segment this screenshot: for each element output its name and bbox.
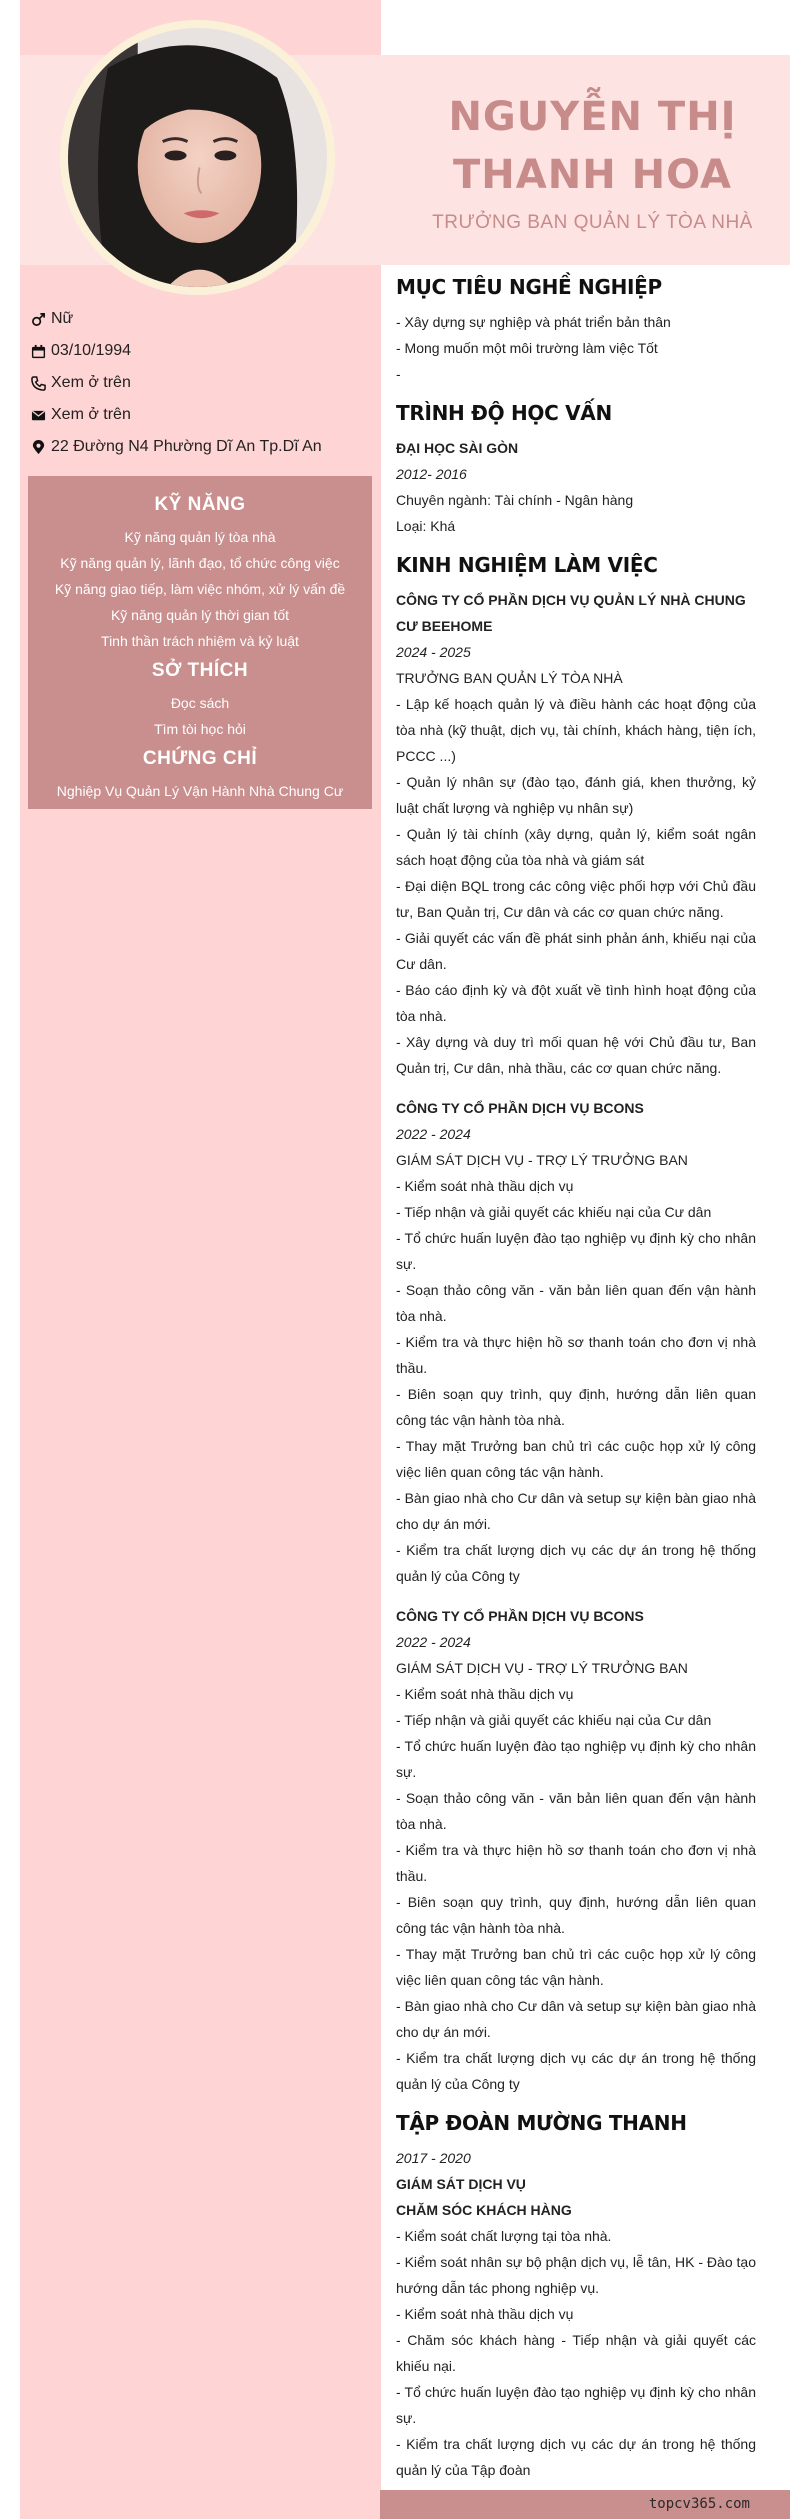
job-position: TRƯỞNG BAN QUẢN LÝ TÒA NHÀ bbox=[396, 670, 623, 686]
experience-title: KINH NGHIỆM LÀM VIỆC bbox=[396, 553, 658, 577]
footer-brand[interactable]: topcv365.com bbox=[648, 2496, 750, 2512]
job-period: 2022 - 2024 bbox=[396, 1634, 471, 1650]
job-duty: - Báo cáo định kỳ và đột xuất về tình hình hoạt động của tòa nhà. bbox=[396, 982, 756, 1024]
education-section bbox=[396, 401, 756, 539]
profile-photo-frame bbox=[60, 20, 335, 295]
hobby-item: Tìm tòi học hỏi bbox=[154, 721, 246, 737]
contact-email bbox=[28, 399, 373, 431]
job-duty: - Bàn giao nhà cho Cư dân và setup sự kiện bàn giao nhà cho dự án mới. bbox=[396, 1490, 756, 1532]
experience-section bbox=[396, 553, 756, 2097]
phone-value: Xem ở trên bbox=[51, 374, 131, 391]
job-duty: - Kiểm soát nhà thầu dịch vụ bbox=[396, 2306, 574, 2322]
calendar-icon bbox=[28, 342, 48, 360]
muong-thanh-title: TẬP ĐOÀN MƯỜNG THANH bbox=[396, 2111, 687, 2135]
contact-list bbox=[28, 303, 373, 463]
skill-item: Kỹ năng quản lý thời gian tốt bbox=[110, 607, 290, 623]
job-duty: - Biên soạn quy trình, quy định, hướng dẫn liên quan công tác vận hành tòa nhà. bbox=[396, 1386, 756, 1428]
skills-panel bbox=[28, 476, 372, 809]
hobby-item: Đọc sách bbox=[170, 695, 230, 711]
contact-dob bbox=[28, 335, 373, 367]
job-entry bbox=[396, 1095, 756, 1589]
job-duty: - Soạn thảo công văn - văn bản liên quan đến vận hành tòa nhà. bbox=[396, 1790, 756, 1832]
certificate-item: Nghiệp Vụ Quản Lý Vận Hành Nhà Chung Cư bbox=[56, 783, 344, 799]
education-title: TRÌNH ĐỘ HỌC VẤN bbox=[396, 401, 612, 425]
job-duty: - Đại diện BQL trong các công việc phối hợp với Chủ đầu tư, Ban Quản trị, Cư dân và các cơ quan chức năng. bbox=[396, 878, 756, 920]
job-duty: - Kiểm soát nhân sự bộ phận dịch vụ, lễ tân, HK - Đào tạo hướng dẫn tác phong nghiệp vụ. bbox=[396, 2254, 756, 2296]
job-title: TRƯỞNG BAN QUẢN LÝ TÒA NHÀ bbox=[432, 212, 753, 233]
job-position: GIÁM SÁT DỊCH VỤ - TRỢ LÝ TRƯỞNG BAN bbox=[396, 1660, 688, 1676]
full-name-line-1: NGUYỄN THỊ bbox=[448, 94, 737, 140]
contact-address bbox=[28, 431, 373, 463]
job-duty: - Kiểm tra chất lượng dịch vụ các dự án trong hệ thống quản lý của Công ty bbox=[396, 1542, 756, 1584]
school-name: ĐẠI HỌC SÀI GÒN bbox=[396, 440, 519, 456]
job-duty: - Quản lý tài chính (xây dựng, quản lý, kiểm soát ngân sách hoạt động của tòa nhà và giám sát bbox=[396, 826, 756, 868]
job-period: 2024 - 2025 bbox=[396, 644, 471, 660]
job-position: GIÁM SÁT DỊCH VỤ - TRỢ LÝ TRƯỞNG BAN bbox=[396, 1152, 688, 1168]
map-pin-icon bbox=[28, 438, 48, 456]
contact-phone bbox=[28, 367, 373, 399]
job-entry bbox=[396, 587, 756, 1081]
job-duty: - Kiểm tra chất lượng dịch vụ các dự án trong hệ thống quản lý của Tập đoàn bbox=[396, 2436, 756, 2478]
job-duty: - Thay mặt Trưởng ban chủ trì các cuộc họp xử lý công việc liên quan công tác vận hành. bbox=[396, 1946, 756, 1988]
objective-line: - Mong muốn một môi trường làm việc Tốt bbox=[396, 340, 658, 356]
profile-photo bbox=[68, 28, 327, 287]
job-duty: - Bàn giao nhà cho Cư dân và setup sự kiện bàn giao nhà cho dự án mới. bbox=[396, 1998, 756, 2040]
job-duty: - Chăm sóc khách hàng - Tiếp nhận và giải quyết các khiếu nại. bbox=[396, 2332, 756, 2374]
address-value: 22 Đường N4 Phường Dĩ An Tp.Dĩ An bbox=[51, 438, 322, 455]
gender-icon bbox=[28, 310, 48, 328]
job-position: GIÁM SÁT DỊCH VỤ bbox=[396, 2176, 526, 2192]
skill-item: Tinh thần trách nhiệm và kỷ luật bbox=[101, 633, 299, 649]
job-duty: - Thay mặt Trưởng ban chủ trì các cuộc họp xử lý công việc liên quan công tác vận hành. bbox=[396, 1438, 756, 1480]
job-duty: - Tổ chức huấn luyện đào tạo nghiệp vụ định kỳ cho nhân sự. bbox=[396, 2384, 756, 2426]
job-company: CÔNG TY CỔ PHẦN DỊCH VỤ BCONS bbox=[396, 1608, 644, 1624]
job-duty: - Giải quyết các vấn đề phát sinh phản ánh, khiếu nại của Cư dân. bbox=[396, 930, 756, 972]
job-company: CÔNG TY CỔ PHẦN DỊCH VỤ BCONS bbox=[396, 1100, 644, 1116]
education-period: 2012- 2016 bbox=[396, 466, 467, 482]
objective-section bbox=[396, 275, 756, 387]
skill-item: Kỹ năng quản lý, lãnh đạo, tổ chức công việc bbox=[60, 555, 340, 571]
certificates-title: CHỨNG CHỈ bbox=[142, 748, 258, 769]
full-name-line-2: THANH HOA bbox=[453, 152, 732, 198]
job-position: CHĂM SÓC KHÁCH HÀNG bbox=[396, 2202, 572, 2218]
job-duty: - Lập kế hoạch quản lý và điều hành các hoạt động của tòa nhà (kỹ thuật, dịch vụ, tài chính, khách hàng, tiện ích, PCCC ...) bbox=[396, 696, 756, 764]
job-duty: - Kiểm soát nhà thầu dịch vụ bbox=[396, 1686, 574, 1702]
objective-line: - bbox=[396, 366, 401, 382]
job-duty: - Tổ chức huấn luyện đào tạo nghiệp vụ định kỳ cho nhân sự. bbox=[396, 1738, 756, 1780]
skills-title: KỸ NĂNG bbox=[154, 494, 246, 515]
education-major: Chuyên ngành: Tài chính - Ngân hàng bbox=[396, 492, 634, 508]
phone-icon bbox=[28, 374, 48, 392]
objective-title: MỤC TIÊU NGHỀ NGHIỆP bbox=[396, 275, 662, 299]
job-duty: - Tiếp nhận và giải quyết các khiếu nại của Cư dân bbox=[396, 1204, 712, 1220]
gender-value: Nữ bbox=[51, 310, 74, 327]
job-duty: - Kiểm tra chất lượng dịch vụ các dự án trong hệ thống quản lý của Công ty bbox=[396, 2050, 756, 2092]
job-entry bbox=[396, 1603, 756, 2097]
job-period: 2017 - 2020 bbox=[396, 2150, 471, 2166]
name-block bbox=[400, 88, 785, 234]
contact-gender bbox=[28, 303, 373, 335]
job-duty: - Tổ chức huấn luyện đào tạo nghiệp vụ định kỳ cho nhân sự. bbox=[396, 1230, 756, 1272]
job-duty: - Kiểm tra và thực hiện hồ sơ thanh toán cho đơn vị nhà thầu. bbox=[396, 1334, 756, 1376]
job-duty: - Xây dựng và duy trì mối quan hệ với Chủ đầu tư, Ban Quản trị, Cư dân, nhà thầu, các cơ quan chức năng. bbox=[396, 1034, 756, 1076]
skill-item: Kỹ năng giao tiếp, làm việc nhóm, xử lý vấn đề bbox=[54, 581, 346, 597]
job-duty: - Quản lý nhân sự (đào tạo, đánh giá, khen thưởng, kỷ luật chất lượng và nghiệp vụ nhân sự) bbox=[396, 774, 756, 816]
job-period: 2022 - 2024 bbox=[396, 1126, 471, 1142]
job-company: CÔNG TY CỔ PHẦN DỊCH VỤ QUẢN LÝ NHÀ CHUNG CƯ BEEHOME bbox=[396, 592, 746, 634]
hobbies-title: SỞ THÍCH bbox=[151, 660, 249, 681]
job-duty: - Kiểm soát nhà thầu dịch vụ bbox=[396, 1178, 574, 1194]
job-duty: - Kiểm soát chất lượng tại tòa nhà. bbox=[396, 2228, 612, 2244]
job-duty: - Soạn thảo công văn - văn bản liên quan đến vận hành tòa nhà. bbox=[396, 1282, 756, 1324]
skill-item: Kỹ năng quản lý tòa nhà bbox=[124, 529, 276, 545]
email-value: Xem ở trên bbox=[51, 406, 131, 423]
job-duty: - Biên soạn quy trình, quy định, hướng dẫn liên quan công tác vận hành tòa nhà. bbox=[396, 1894, 756, 1936]
muong-thanh-section bbox=[396, 2111, 756, 2483]
main-content bbox=[396, 275, 756, 2483]
objective-line: - Xây dựng sự nghiệp và phát triển bản thân bbox=[396, 314, 671, 330]
job-duty: - Kiểm tra và thực hiện hồ sơ thanh toán cho đơn vị nhà thầu. bbox=[396, 1842, 756, 1884]
job-duty: - Tiếp nhận và giải quyết các khiếu nại của Cư dân bbox=[396, 1712, 712, 1728]
envelope-icon bbox=[28, 406, 48, 424]
dob-value: 03/10/1994 bbox=[51, 342, 132, 359]
education-grade: Loại: Khá bbox=[396, 518, 456, 534]
footer-bar bbox=[380, 2490, 790, 2519]
